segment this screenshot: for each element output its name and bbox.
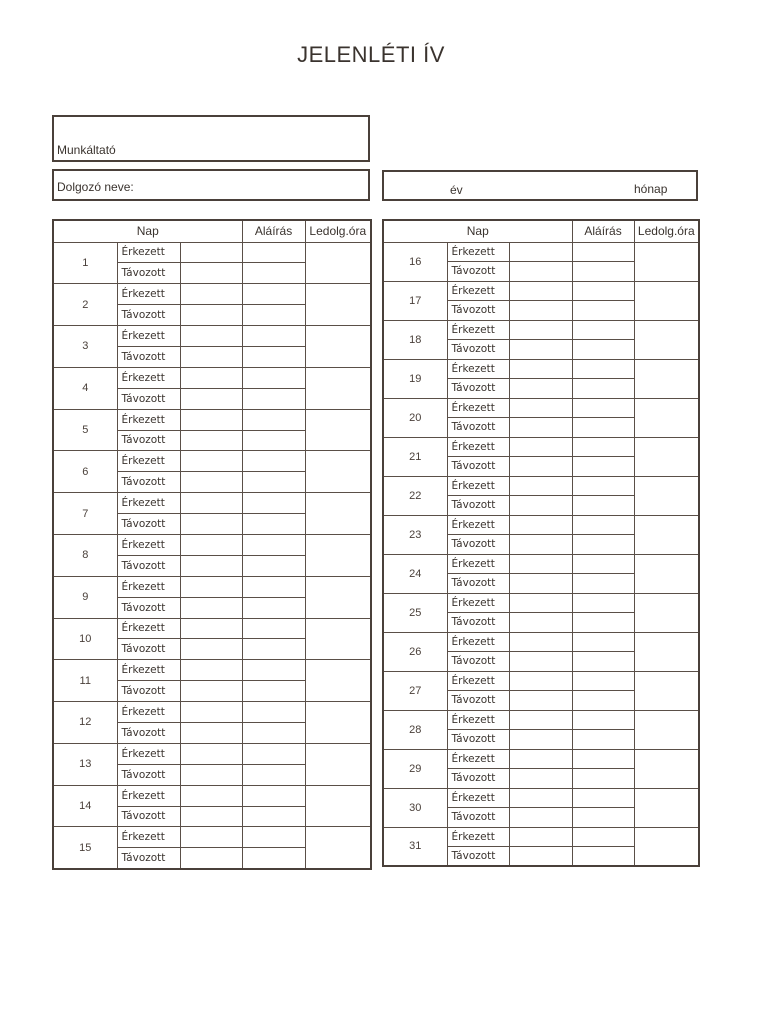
day-number: 31 xyxy=(383,827,447,866)
arrived-time-cell[interactable] xyxy=(180,451,242,472)
table-row xyxy=(53,451,371,472)
hours-worked-cell[interactable] xyxy=(634,359,699,398)
arrived-label: Érkezett xyxy=(117,702,180,723)
arrived-time-cell[interactable] xyxy=(509,749,572,769)
arrived-label: Érkezett xyxy=(117,576,180,597)
arrived-time-cell[interactable] xyxy=(180,743,242,764)
hours-worked-cell[interactable] xyxy=(634,398,699,437)
left-signature-cell[interactable] xyxy=(242,346,305,367)
left-signature-cell[interactable] xyxy=(572,847,634,867)
month-label: hónap xyxy=(634,182,668,196)
table-row xyxy=(53,702,371,723)
left-label: Távozott xyxy=(447,457,509,477)
left-signature-cell[interactable] xyxy=(242,597,305,618)
left-time-cell[interactable] xyxy=(180,555,242,576)
left-time-cell[interactable] xyxy=(180,806,242,827)
day-number: 20 xyxy=(383,398,447,437)
left-label: Távozott xyxy=(117,555,180,576)
hours-worked-cell[interactable] xyxy=(634,827,699,866)
left-label: Távozott xyxy=(117,430,180,451)
arrived-label: Érkezett xyxy=(117,534,180,555)
hours-worked-cell[interactable] xyxy=(634,632,699,671)
hours-worked-cell[interactable] xyxy=(634,671,699,710)
hours-worked-cell[interactable] xyxy=(305,785,371,827)
left-label: Távozott xyxy=(447,847,509,867)
left-label: Távozott xyxy=(117,346,180,367)
day-number: 18 xyxy=(383,320,447,359)
table-row xyxy=(383,554,699,574)
hours-worked-cell[interactable] xyxy=(305,743,371,785)
table-row xyxy=(383,281,699,301)
table-row xyxy=(383,359,699,379)
arrived-time-cell[interactable] xyxy=(509,281,572,301)
arrived-signature-cell[interactable] xyxy=(242,284,305,305)
table-row xyxy=(53,242,371,263)
left-label: Távozott xyxy=(117,472,180,493)
left-signature-cell[interactable] xyxy=(572,457,634,477)
day-number: 19 xyxy=(383,359,447,398)
left-time-cell[interactable] xyxy=(509,730,572,750)
left-time-cell[interactable] xyxy=(509,418,572,438)
left-signature-cell[interactable] xyxy=(572,340,634,360)
employer-box[interactable] xyxy=(52,115,370,162)
day-number: 22 xyxy=(383,476,447,515)
left-signature-cell[interactable] xyxy=(572,262,634,282)
day-number: 12 xyxy=(53,702,117,744)
table-row xyxy=(383,710,699,730)
table-row xyxy=(383,515,699,535)
arrived-time-cell[interactable] xyxy=(509,593,572,613)
header-day: Nap xyxy=(383,220,572,242)
table-row xyxy=(53,409,371,430)
arrived-time-cell[interactable] xyxy=(509,515,572,535)
header-signature: Aláírás xyxy=(572,220,634,242)
arrived-signature-cell[interactable] xyxy=(242,534,305,555)
left-time-cell[interactable] xyxy=(180,514,242,535)
day-number: 26 xyxy=(383,632,447,671)
arrived-label: Érkezett xyxy=(447,710,509,730)
arrived-time-cell[interactable] xyxy=(180,576,242,597)
day-number: 27 xyxy=(383,671,447,710)
left-label: Távozott xyxy=(447,496,509,516)
arrived-signature-cell[interactable] xyxy=(572,398,634,418)
hours-worked-cell[interactable] xyxy=(634,593,699,632)
left-label: Távozott xyxy=(447,808,509,828)
left-time-cell[interactable] xyxy=(509,808,572,828)
left-signature-cell[interactable] xyxy=(242,388,305,409)
left-time-cell[interactable] xyxy=(180,305,242,326)
arrived-signature-cell[interactable] xyxy=(242,242,305,263)
left-time-cell[interactable] xyxy=(509,301,572,321)
left-signature-cell[interactable] xyxy=(572,652,634,672)
left-time-cell[interactable] xyxy=(180,764,242,785)
hours-worked-cell[interactable] xyxy=(634,437,699,476)
arrived-time-cell[interactable] xyxy=(180,785,242,806)
arrived-time-cell[interactable] xyxy=(180,242,242,263)
left-time-cell[interactable] xyxy=(509,574,572,594)
arrived-label: Érkezett xyxy=(117,367,180,388)
page-title: JELENLÉTI ÍV xyxy=(297,42,445,67)
attendance-table-days-16-31 xyxy=(382,219,700,867)
day-number: 24 xyxy=(383,554,447,593)
left-time-cell[interactable] xyxy=(509,691,572,711)
left-signature-cell[interactable] xyxy=(242,263,305,284)
left-signature-cell[interactable] xyxy=(572,301,634,321)
left-signature-cell[interactable] xyxy=(572,379,634,399)
arrived-time-cell[interactable] xyxy=(180,367,242,388)
arrived-time-cell[interactable] xyxy=(509,242,572,262)
arrived-time-cell[interactable] xyxy=(180,409,242,430)
arrived-time-cell[interactable] xyxy=(509,359,572,379)
left-signature-cell[interactable] xyxy=(242,555,305,576)
day-number: 29 xyxy=(383,749,447,788)
left-label: Távozott xyxy=(117,263,180,284)
day-number: 2 xyxy=(53,284,117,326)
arrived-label: Érkezett xyxy=(117,785,180,806)
left-label: Távozott xyxy=(447,379,509,399)
arrived-signature-cell[interactable] xyxy=(242,785,305,806)
table-row xyxy=(383,632,699,652)
employer-label: Munkáltató xyxy=(57,143,116,157)
arrived-time-cell[interactable] xyxy=(180,284,242,305)
left-time-cell[interactable] xyxy=(509,652,572,672)
arrived-time-cell[interactable] xyxy=(509,632,572,652)
hours-worked-cell[interactable] xyxy=(634,320,699,359)
hours-worked-cell[interactable] xyxy=(634,710,699,749)
table-row xyxy=(383,749,699,769)
day-number: 17 xyxy=(383,281,447,320)
employee-name-label: Dolgozó neve: xyxy=(57,180,134,194)
arrived-time-cell[interactable] xyxy=(180,660,242,681)
year-label: év xyxy=(450,183,463,197)
left-label: Távozott xyxy=(117,388,180,409)
arrived-label: Érkezett xyxy=(447,632,509,652)
day-number: 1 xyxy=(53,242,117,284)
left-time-cell[interactable] xyxy=(180,681,242,702)
arrived-label: Érkezett xyxy=(117,743,180,764)
arrived-label: Érkezett xyxy=(117,409,180,430)
hours-worked-cell[interactable] xyxy=(305,576,371,618)
table-row xyxy=(53,827,371,848)
left-time-cell[interactable] xyxy=(509,535,572,555)
table-row xyxy=(53,367,371,388)
arrived-signature-cell[interactable] xyxy=(572,632,634,652)
arrived-signature-cell[interactable] xyxy=(242,326,305,347)
left-time-cell[interactable] xyxy=(509,340,572,360)
left-label: Távozott xyxy=(117,764,180,785)
table-header-row xyxy=(53,220,371,242)
left-label: Távozott xyxy=(117,514,180,535)
hours-worked-cell[interactable] xyxy=(634,242,699,281)
arrived-label: Érkezett xyxy=(117,451,180,472)
left-label: Távozott xyxy=(447,574,509,594)
left-signature-cell[interactable] xyxy=(572,535,634,555)
left-signature-cell[interactable] xyxy=(572,808,634,828)
hours-worked-cell[interactable] xyxy=(305,284,371,326)
arrived-time-cell[interactable] xyxy=(509,398,572,418)
arrived-time-cell[interactable] xyxy=(509,437,572,457)
left-label: Távozott xyxy=(117,597,180,618)
arrived-time-cell[interactable] xyxy=(180,493,242,514)
day-number: 21 xyxy=(383,437,447,476)
arrived-signature-cell[interactable] xyxy=(242,743,305,764)
arrived-signature-cell[interactable] xyxy=(242,493,305,514)
arrived-label: Érkezett xyxy=(447,788,509,808)
left-label: Távozott xyxy=(117,848,180,869)
left-label: Távozott xyxy=(447,691,509,711)
left-time-cell[interactable] xyxy=(180,472,242,493)
arrived-signature-cell[interactable] xyxy=(572,827,634,847)
left-signature-cell[interactable] xyxy=(242,764,305,785)
left-time-cell[interactable] xyxy=(509,496,572,516)
arrived-label: Érkezett xyxy=(447,281,509,301)
day-number: 5 xyxy=(53,409,117,451)
table-row xyxy=(53,660,371,681)
arrived-signature-cell[interactable] xyxy=(242,660,305,681)
arrived-label: Érkezett xyxy=(447,749,509,769)
left-time-cell[interactable] xyxy=(509,457,572,477)
left-time-cell[interactable] xyxy=(180,263,242,284)
header-signature: Aláírás xyxy=(242,220,305,242)
left-time-cell[interactable] xyxy=(509,769,572,789)
day-number: 7 xyxy=(53,493,117,535)
arrived-signature-cell[interactable] xyxy=(242,576,305,597)
table-header-row xyxy=(383,220,699,242)
day-number: 13 xyxy=(53,743,117,785)
arrived-label: Érkezett xyxy=(117,660,180,681)
arrived-label: Érkezett xyxy=(447,515,509,535)
header-day: Nap xyxy=(53,220,242,242)
hours-worked-cell[interactable] xyxy=(305,409,371,451)
day-number: 3 xyxy=(53,326,117,368)
left-time-cell[interactable] xyxy=(180,639,242,660)
left-signature-cell[interactable] xyxy=(242,848,305,869)
left-signature-cell[interactable] xyxy=(242,514,305,535)
employee-name-box[interactable] xyxy=(52,169,370,201)
table-row xyxy=(53,493,371,514)
left-label: Távozott xyxy=(447,769,509,789)
hours-worked-cell[interactable] xyxy=(305,451,371,493)
left-label: Távozott xyxy=(447,652,509,672)
table-row xyxy=(383,827,699,847)
left-signature-cell[interactable] xyxy=(242,722,305,743)
arrived-signature-cell[interactable] xyxy=(242,451,305,472)
left-label: Távozott xyxy=(447,301,509,321)
arrived-time-cell[interactable] xyxy=(509,671,572,691)
left-label: Távozott xyxy=(447,613,509,633)
arrived-signature-cell[interactable] xyxy=(242,409,305,430)
day-number: 11 xyxy=(53,660,117,702)
arrived-signature-cell[interactable] xyxy=(572,515,634,535)
arrived-signature-cell[interactable] xyxy=(242,827,305,848)
day-number: 8 xyxy=(53,534,117,576)
arrived-label: Érkezett xyxy=(447,554,509,574)
arrived-label: Érkezett xyxy=(117,618,180,639)
left-signature-cell[interactable] xyxy=(242,472,305,493)
hours-worked-cell[interactable] xyxy=(305,827,371,869)
left-time-cell[interactable] xyxy=(509,847,572,867)
arrived-signature-cell[interactable] xyxy=(572,281,634,301)
arrived-signature-cell[interactable] xyxy=(572,320,634,340)
arrived-signature-cell[interactable] xyxy=(572,359,634,379)
left-label: Távozott xyxy=(117,305,180,326)
hours-worked-cell[interactable] xyxy=(305,660,371,702)
left-time-cell[interactable] xyxy=(180,346,242,367)
table-row xyxy=(53,576,371,597)
hours-worked-cell[interactable] xyxy=(634,515,699,554)
day-number: 6 xyxy=(53,451,117,493)
arrived-signature-cell[interactable] xyxy=(572,476,634,496)
left-time-cell[interactable] xyxy=(180,430,242,451)
arrived-label: Érkezett xyxy=(117,326,180,347)
attendance-table-days-1-15 xyxy=(52,219,372,870)
arrived-time-cell[interactable] xyxy=(180,618,242,639)
arrived-time-cell[interactable] xyxy=(509,788,572,808)
arrived-signature-cell[interactable] xyxy=(572,788,634,808)
day-number: 23 xyxy=(383,515,447,554)
arrived-label: Érkezett xyxy=(447,437,509,457)
table-row xyxy=(53,785,371,806)
left-time-cell[interactable] xyxy=(180,388,242,409)
left-time-cell[interactable] xyxy=(509,379,572,399)
left-signature-cell[interactable] xyxy=(242,305,305,326)
day-number: 10 xyxy=(53,618,117,660)
hours-worked-cell[interactable] xyxy=(305,618,371,660)
table-row xyxy=(383,242,699,262)
left-signature-cell[interactable] xyxy=(572,496,634,516)
arrived-signature-cell[interactable] xyxy=(572,437,634,457)
arrived-signature-cell[interactable] xyxy=(572,749,634,769)
left-label: Távozott xyxy=(447,340,509,360)
left-label: Távozott xyxy=(117,806,180,827)
left-signature-cell[interactable] xyxy=(242,639,305,660)
left-signature-cell[interactable] xyxy=(572,574,634,594)
arrived-time-cell[interactable] xyxy=(180,534,242,555)
hours-worked-cell[interactable] xyxy=(305,367,371,409)
left-label: Távozott xyxy=(117,722,180,743)
hours-worked-cell[interactable] xyxy=(634,788,699,827)
day-number: 14 xyxy=(53,785,117,827)
day-number: 9 xyxy=(53,576,117,618)
left-time-cell[interactable] xyxy=(180,597,242,618)
hours-worked-cell[interactable] xyxy=(305,326,371,368)
left-signature-cell[interactable] xyxy=(572,691,634,711)
arrived-label: Érkezett xyxy=(447,827,509,847)
table-row xyxy=(383,788,699,808)
header-hours: Ledolg.óra xyxy=(634,220,699,242)
left-signature-cell[interactable] xyxy=(242,681,305,702)
header-hours: Ledolg.óra xyxy=(305,220,371,242)
arrived-time-cell[interactable] xyxy=(180,827,242,848)
table-row xyxy=(53,284,371,305)
arrived-time-cell[interactable] xyxy=(180,702,242,723)
arrived-label: Érkezett xyxy=(447,593,509,613)
table-row xyxy=(383,593,699,613)
arrived-signature-cell[interactable] xyxy=(242,702,305,723)
left-label: Távozott xyxy=(117,639,180,660)
left-label: Távozott xyxy=(447,535,509,555)
arrived-time-cell[interactable] xyxy=(509,554,572,574)
arrived-signature-cell[interactable] xyxy=(242,618,305,639)
table-row xyxy=(383,320,699,340)
hours-worked-cell[interactable] xyxy=(305,493,371,535)
left-signature-cell[interactable] xyxy=(242,806,305,827)
arrived-signature-cell[interactable] xyxy=(242,367,305,388)
arrived-label: Érkezett xyxy=(117,827,180,848)
table-row xyxy=(383,398,699,418)
day-number: 4 xyxy=(53,367,117,409)
arrived-signature-cell[interactable] xyxy=(572,593,634,613)
left-time-cell[interactable] xyxy=(180,848,242,869)
table-row xyxy=(383,671,699,691)
table-row xyxy=(383,437,699,457)
hours-worked-cell[interactable] xyxy=(305,534,371,576)
hours-worked-cell[interactable] xyxy=(634,749,699,788)
hours-worked-cell[interactable] xyxy=(634,554,699,593)
left-signature-cell[interactable] xyxy=(572,418,634,438)
left-label: Távozott xyxy=(447,418,509,438)
left-time-cell[interactable] xyxy=(180,722,242,743)
left-label: Távozott xyxy=(117,681,180,702)
arrived-label: Érkezett xyxy=(117,493,180,514)
arrived-label: Érkezett xyxy=(447,242,509,262)
arrived-time-cell[interactable] xyxy=(509,710,572,730)
left-signature-cell[interactable] xyxy=(572,730,634,750)
arrived-time-cell[interactable] xyxy=(509,476,572,496)
arrived-signature-cell[interactable] xyxy=(572,554,634,574)
day-number: 30 xyxy=(383,788,447,827)
left-signature-cell[interactable] xyxy=(242,430,305,451)
arrived-signature-cell[interactable] xyxy=(572,710,634,730)
left-time-cell[interactable] xyxy=(509,262,572,282)
arrived-time-cell[interactable] xyxy=(509,827,572,847)
arrived-signature-cell[interactable] xyxy=(572,671,634,691)
arrived-label: Érkezett xyxy=(447,359,509,379)
hours-worked-cell[interactable] xyxy=(305,242,371,284)
left-signature-cell[interactable] xyxy=(572,613,634,633)
arrived-label: Érkezett xyxy=(447,320,509,340)
hours-worked-cell[interactable] xyxy=(634,281,699,320)
arrived-time-cell[interactable] xyxy=(509,320,572,340)
day-number: 16 xyxy=(383,242,447,281)
table-row xyxy=(383,476,699,496)
table-row xyxy=(53,743,371,764)
left-label: Távozott xyxy=(447,262,509,282)
day-number: 28 xyxy=(383,710,447,749)
arrived-label: Érkezett xyxy=(447,398,509,418)
table-row xyxy=(53,618,371,639)
hours-worked-cell[interactable] xyxy=(305,702,371,744)
left-signature-cell[interactable] xyxy=(572,769,634,789)
left-time-cell[interactable] xyxy=(509,613,572,633)
table-row xyxy=(53,534,371,555)
period-box[interactable] xyxy=(382,170,698,201)
left-label: Távozott xyxy=(447,730,509,750)
day-number: 15 xyxy=(53,827,117,869)
arrived-signature-cell[interactable] xyxy=(572,242,634,262)
arrived-label: Érkezett xyxy=(117,242,180,263)
arrived-label: Érkezett xyxy=(117,284,180,305)
day-number: 25 xyxy=(383,593,447,632)
arrived-label: Érkezett xyxy=(447,671,509,691)
table-row xyxy=(53,326,371,347)
arrived-label: Érkezett xyxy=(447,476,509,496)
arrived-time-cell[interactable] xyxy=(180,326,242,347)
hours-worked-cell[interactable] xyxy=(634,476,699,515)
